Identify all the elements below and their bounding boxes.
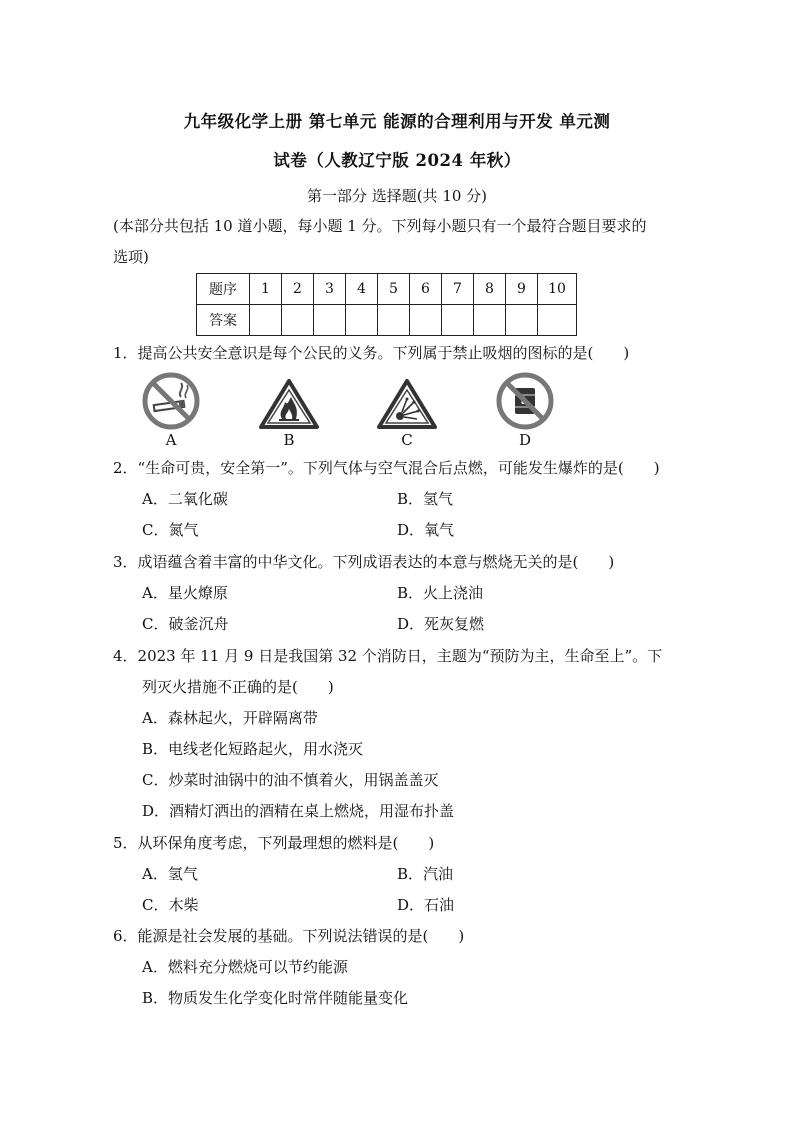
section-note-line-1: (本部分共包括 10 道小题，每小题 1 分。下列每小题只有一个最符合题目要求的 <box>113 217 647 235</box>
answer-table-number: 10 <box>538 274 577 305</box>
question-4-option-d[interactable]: D．酒精灯洒出的酒精在桌上燃烧，用湿布扑盖 <box>142 802 455 820</box>
answer-table-number: 7 <box>442 274 474 305</box>
no-smoking-icon <box>141 372 201 430</box>
question-2-option-c[interactable]: C．氮气 <box>142 521 199 539</box>
question-3-option-b[interactable]: B．火上浇油 <box>397 584 484 602</box>
answer-table-row-label: 答案 <box>197 305 250 336</box>
question-4-stem-line-2: 列灭火措施不正确的是( ) <box>142 678 334 696</box>
question-5-stem: 5．从环保角度考虑，下列最理想的燃料是( ) <box>113 834 435 852</box>
question-3-option-a[interactable]: A．星火燎原 <box>142 584 228 602</box>
question-4-stem-line-1: 4．2023 年 11 月 9 日是我国第 32 个消防日，主题为“预防为主，生命至上”。下 <box>113 647 663 665</box>
icon-c-label: C <box>401 431 413 449</box>
title-line-2: 试卷（人教辽宁版 2024 年秋） <box>273 151 521 170</box>
answer-cell[interactable] <box>506 305 538 336</box>
answer-cell[interactable] <box>346 305 378 336</box>
answer-table-number: 9 <box>506 274 538 305</box>
answer-table-number: 6 <box>410 274 442 305</box>
icon-a-label: A <box>165 431 177 449</box>
question-6-option-a[interactable]: A．燃料充分燃烧可以节约能源 <box>142 958 348 976</box>
section-heading: 第一部分 选择题(共 10 分) <box>306 187 488 205</box>
answer-cell[interactable] <box>538 305 577 336</box>
question-1-stem: 1．提高公共安全意识是每个公民的义务。下列属于禁止吸烟的图标的是( ) <box>113 344 630 362</box>
question-4-option-c[interactable]: C．炒菜时油锅中的油不慎着火，用锅盖盖灭 <box>142 771 439 789</box>
question-2-option-b[interactable]: B．氢气 <box>397 490 454 508</box>
question-6-stem: 6．能源是社会发展的基础。下列说法错误的是( ) <box>113 927 465 945</box>
flammable-warning-icon <box>258 378 320 430</box>
answer-cell[interactable] <box>378 305 410 336</box>
answer-cell[interactable] <box>314 305 346 336</box>
answer-table-number: 8 <box>474 274 506 305</box>
icon-b-label: B <box>283 431 295 449</box>
question-3-option-c[interactable]: C．破釜沉舟 <box>142 615 229 633</box>
question-4-option-b[interactable]: B．电线老化短路起火，用水浇灭 <box>142 740 364 758</box>
answer-cell[interactable] <box>442 305 474 336</box>
answer-table-answer-row <box>197 305 577 336</box>
question-2-option-d[interactable]: D．氧气 <box>397 521 455 539</box>
no-flammable-storage-icon <box>495 372 555 430</box>
question-5-option-c[interactable]: C．木柴 <box>142 896 199 914</box>
question-5-option-a[interactable]: A．氢气 <box>142 865 198 883</box>
question-2-option-a[interactable]: A．二氧化碳 <box>142 490 228 508</box>
answer-table-number: 1 <box>250 274 282 305</box>
answer-cell[interactable] <box>410 305 442 336</box>
question-3-stem: 3．成语蕴含着丰富的中华文化。下列成语表达的本意与燃烧无关的是( ) <box>113 553 615 571</box>
title-line-1: 九年级化学上册 第七单元 能源的合理利用与开发 单元测 <box>183 112 611 131</box>
answer-table-number: 5 <box>378 274 410 305</box>
answer-table-number: 3 <box>314 274 346 305</box>
answer-table <box>196 273 577 336</box>
question-3-option-d[interactable]: D．死灰复燃 <box>397 615 485 633</box>
answer-table-number: 2 <box>282 274 314 305</box>
question-5-option-b[interactable]: B．汽油 <box>397 865 454 883</box>
answer-cell[interactable] <box>282 305 314 336</box>
answer-table-row-label: 题序 <box>197 274 250 305</box>
explosive-warning-icon <box>376 378 438 430</box>
icon-d-label: D <box>518 431 532 449</box>
answer-cell[interactable] <box>474 305 506 336</box>
answer-table-number-row <box>197 274 577 305</box>
answer-cell[interactable] <box>250 305 282 336</box>
question-2-stem: 2．“生命可贵，安全第一”。下列气体与空气混合后点燃，可能发生爆炸的是( ) <box>113 459 660 477</box>
answer-table-number: 4 <box>346 274 378 305</box>
section-note-line-2: 选项) <box>113 248 149 266</box>
question-6-option-b[interactable]: B．物质发生化学变化时常伴随能量变化 <box>142 989 409 1007</box>
question-4-option-a[interactable]: A．森林起火，开辟隔离带 <box>142 709 318 727</box>
question-5-option-d[interactable]: D．石油 <box>397 896 455 914</box>
